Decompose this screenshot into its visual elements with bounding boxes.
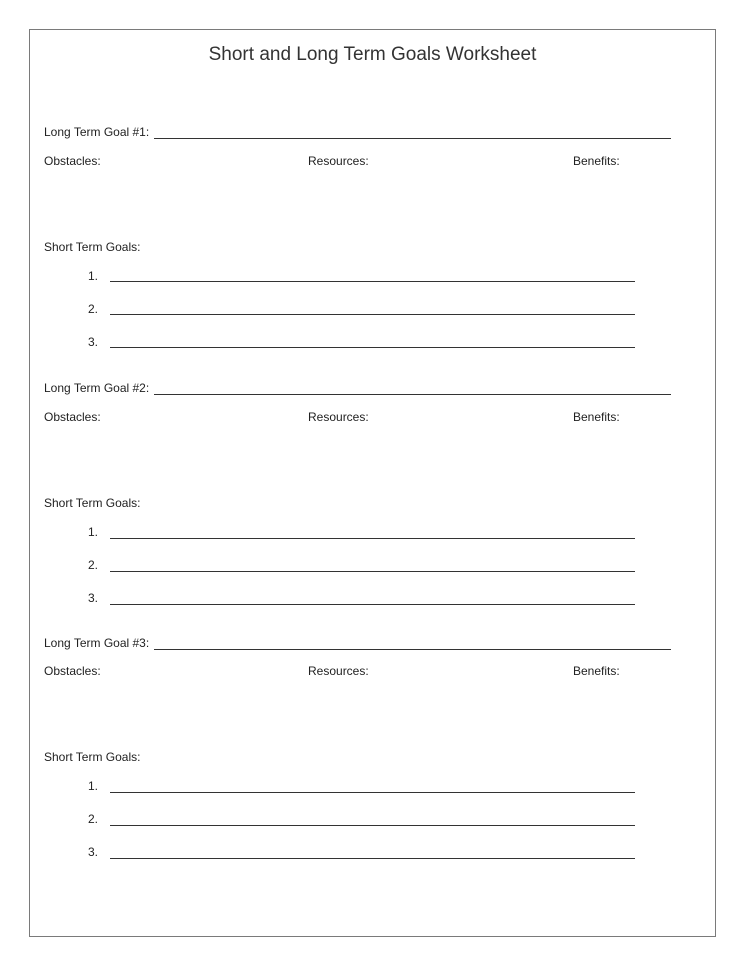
page-title: Short and Long Term Goals Worksheet — [208, 44, 537, 65]
list-item-number: 3. — [88, 335, 99, 349]
list-item-number: 2. — [88, 558, 99, 572]
long-term-goal-line[interactable] — [154, 138, 671, 139]
short-term-goal-line[interactable] — [110, 604, 635, 605]
long-term-goal-line[interactable] — [154, 394, 671, 395]
long-term-goal-label: Long Term Goal #3: — [44, 636, 150, 650]
list-item-number: 3. — [88, 591, 99, 605]
long-term-goal-label: Long Term Goal #1: — [44, 125, 150, 139]
short-term-goals-label: Short Term Goals: — [44, 750, 141, 764]
short-term-goal-line[interactable] — [110, 792, 635, 793]
short-term-goals-label: Short Term Goals: — [44, 496, 141, 510]
benefits-label: Benefits: — [573, 154, 620, 168]
short-term-goal-line[interactable] — [110, 281, 635, 282]
short-term-goals-label: Short Term Goals: — [44, 240, 141, 254]
benefits-label: Benefits: — [573, 410, 620, 424]
list-item-number: 1. — [88, 525, 99, 539]
list-item-number: 2. — [88, 812, 99, 826]
long-term-goal-line[interactable] — [154, 649, 671, 650]
list-item-number: 1. — [88, 269, 99, 283]
resources-label: Resources: — [308, 154, 369, 168]
short-term-goal-line[interactable] — [110, 347, 635, 348]
short-term-goal-line[interactable] — [110, 538, 635, 539]
obstacles-label: Obstacles: — [44, 410, 101, 424]
short-term-goal-line[interactable] — [110, 571, 635, 572]
resources-label: Resources: — [308, 410, 369, 424]
long-term-goal-label: Long Term Goal #2: — [44, 381, 150, 395]
short-term-goal-line[interactable] — [110, 314, 635, 315]
short-term-goal-line[interactable] — [110, 825, 635, 826]
short-term-goal-line[interactable] — [110, 858, 635, 859]
list-item-number: 2. — [88, 302, 99, 316]
resources-label: Resources: — [308, 664, 369, 678]
benefits-label: Benefits: — [573, 664, 620, 678]
obstacles-label: Obstacles: — [44, 154, 101, 168]
list-item-number: 1. — [88, 779, 99, 793]
worksheet-page — [29, 29, 716, 937]
list-item-number: 3. — [88, 845, 99, 859]
obstacles-label: Obstacles: — [44, 664, 101, 678]
